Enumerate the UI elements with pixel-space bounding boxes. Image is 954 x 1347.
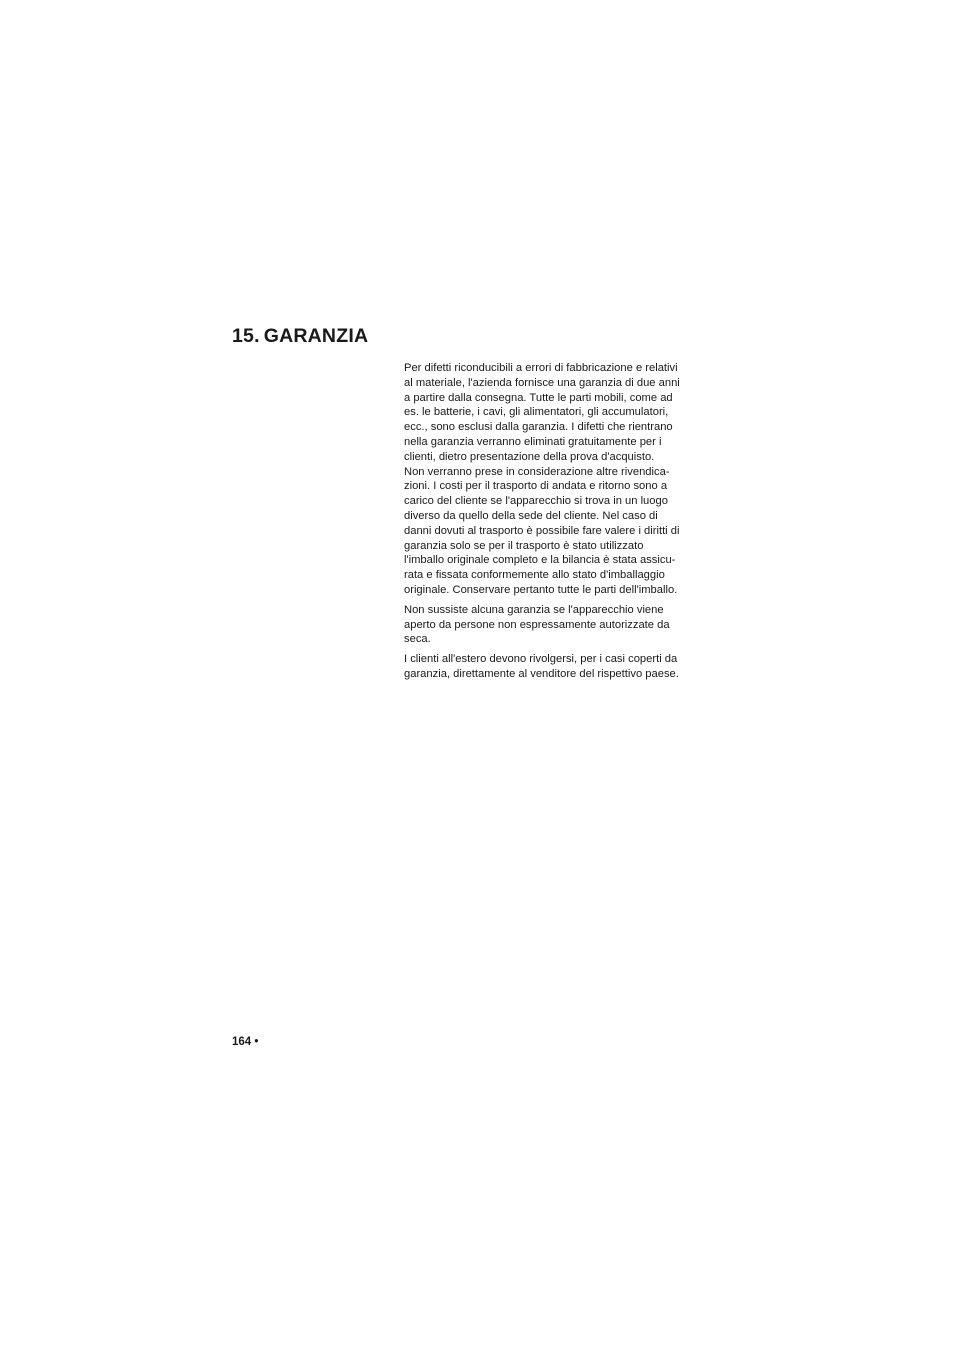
- paragraph: [404, 603, 699, 647]
- text-line: al materiale, l'azienda fornisce una garanzia di due anni: [404, 376, 680, 389]
- text-line: aperto da persone non espressamente autorizzate da: [404, 618, 670, 631]
- text-line: a partire dalla consegna. Tutte le parti mobili, come ad: [404, 391, 673, 404]
- paragraph: [404, 361, 699, 598]
- text-line: Per difetti riconducibili a errori di fabbricazione e relativi: [404, 362, 678, 374]
- text-line: es. le batterie, i cavi, gli alimentatori, gli accumulatori,: [404, 406, 669, 419]
- text-line: garanzia solo se per il trasporto è stato utilizzato: [404, 539, 644, 552]
- paragraph: [404, 652, 699, 682]
- text-line: zioni. I costi per il trasporto di andata e ritorno sono a: [404, 480, 668, 493]
- text-line: ecc., sono esclusi dalla garanzia. I difetti che rientrano: [404, 421, 673, 434]
- section-heading: [232, 324, 368, 348]
- text-line: l'imballo originale completo e la bilancia è stata assicu-: [404, 554, 676, 567]
- text-line: clienti, dietro presentazione della prova d'acquisto.: [404, 450, 655, 463]
- section-number: 15.: [232, 325, 260, 347]
- text-line: garanzia, direttamente al venditore del rispettivo paese.: [404, 667, 679, 680]
- page-number: 164 •: [232, 1036, 259, 1048]
- text-line: originale. Conservare pertanto tutte le parti dell'imballo.: [404, 583, 678, 596]
- text-line: carico del cliente se l'apparecchio si trova in un luogo: [404, 495, 668, 508]
- text-line: Non verranno prese in considerazione altre rivendica-: [404, 465, 670, 478]
- text-line: diverso da quello della sede del cliente. Nel caso di: [404, 509, 658, 522]
- body-text: [404, 361, 699, 687]
- text-line: seca.: [404, 633, 431, 646]
- section-title: GARANZIA: [263, 325, 369, 347]
- text-line: I clienti all'estero devono rivolgersi, per i casi coperti da: [404, 653, 678, 666]
- text-line: rata e fissata conformemente allo stato d'imballaggio: [404, 569, 665, 582]
- text-line: Non sussiste alcuna garanzia se l'apparecchio viene: [404, 603, 664, 616]
- text-line: danni dovuti al trasporto è possibile fare valere i diritti di: [404, 524, 680, 537]
- text-line: nella garanzia verranno eliminati gratuitamente per i: [404, 435, 662, 448]
